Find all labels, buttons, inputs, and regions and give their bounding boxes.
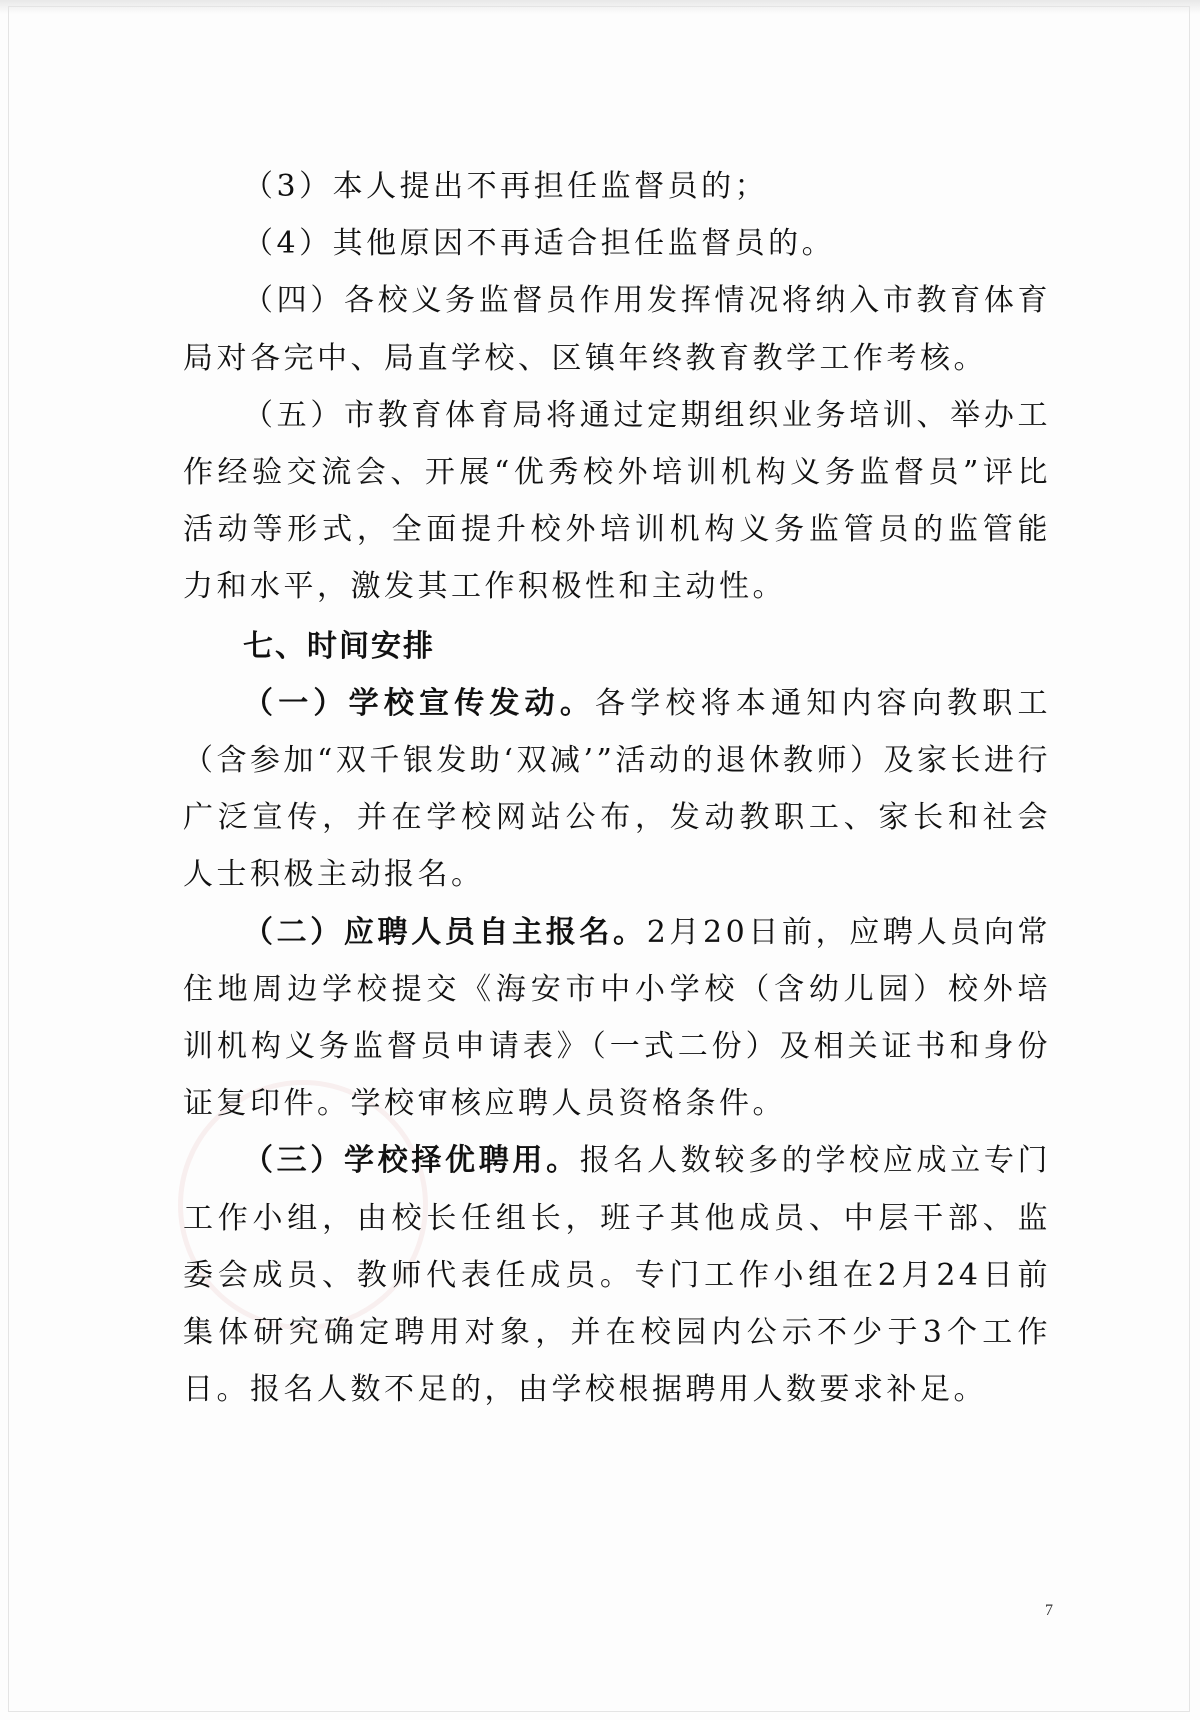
step-1-title: （一）学校宣传发动。	[243, 685, 596, 721]
paragraph-schedule-step-1: （一）学校宣传发动。各学校将本通知内容向教职工（含参加“双千银发助‘双减’”活动的退休教师）及家长进行广泛宣传，并在学校网站公布，发动教职工、家长和社会人士积极主动报名。	[183, 685, 1052, 893]
step-3-title: （三）学校择优聘用。	[243, 1143, 580, 1179]
page-number: 7	[1045, 1602, 1053, 1619]
paragraph-item-four: （四）各校义务监督员作用发挥情况将纳入市教育体育局对各完中、局直学校、区镇年终教育教学工作考核。	[183, 283, 1051, 376]
paragraph-removal-condition-4: （4）其他原因不再适合担任监督员的。	[243, 226, 836, 262]
paragraph-schedule-step-2: （二）应聘人员自主报名。2月20日前，应聘人员向常住地周边学校提交《海安市中小学校（含幼儿园）校外培训机构义务监督员申请表》（一式二份）及相关证书和身份证复印件。学校审核应聘人员资格条件。	[183, 914, 1051, 1122]
step-2-title: （二）应聘人员自主报名。	[243, 914, 647, 950]
paragraph-item-five: （五）市教育体育局将通过定期组织业务培训、举办工作经验交流会、开展“优秀校外培训机构义务监督员”评比活动等形式，全面提升校外培训机构义务监管员的监管能力和水平，激发其工作积极性和主动性。	[183, 397, 1051, 605]
paragraph-removal-condition-3: （3）本人提出不再担任监督员的；	[243, 169, 769, 204]
paragraph-schedule-step-3: （三）学校择优聘用。报名人数较多的学校应成立专门工作小组，由校长任组长，班子其他成员、中层干部、监委会成员、教师代表任成员。专门工作小组在2月24日前集体研究确定聘用对象，并在校园内公示不少于3个工作日。报名人数不足的，由学校根据聘用人数要求补足。	[183, 1143, 1052, 1408]
section-heading-schedule: 七、时间安排	[243, 628, 435, 664]
document-body	[183, 158, 1051, 1418]
